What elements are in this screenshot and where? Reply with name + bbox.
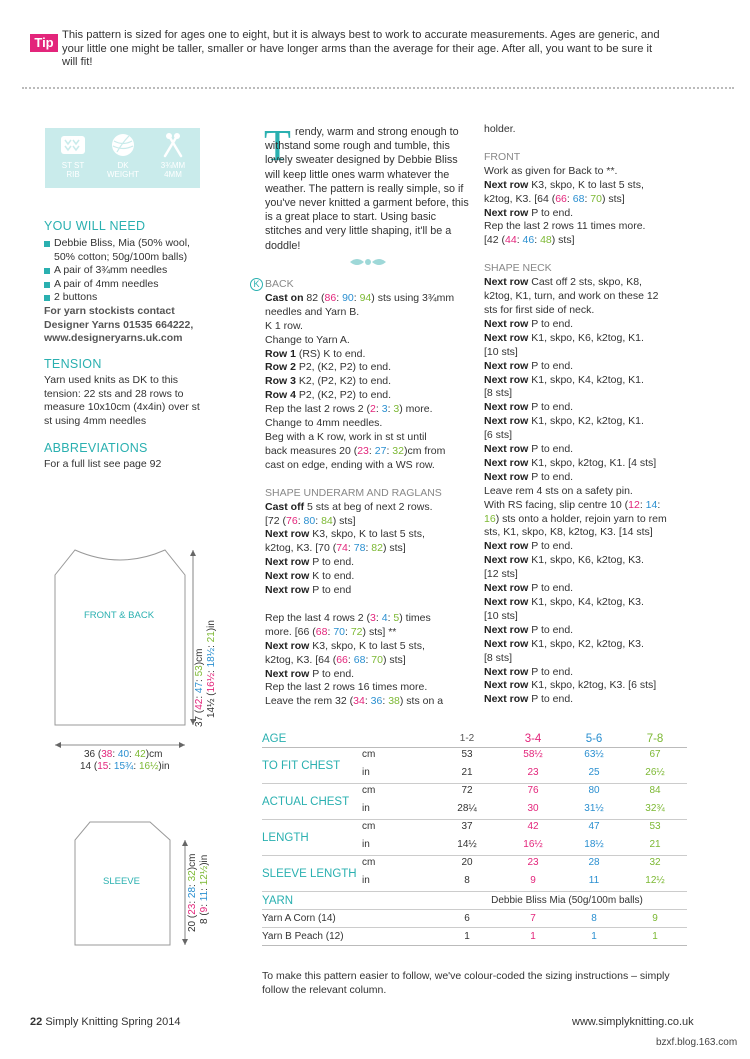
shape-neck-heading: SHAPE NECK [484, 262, 552, 275]
tension-heading: TENSION [44, 357, 102, 371]
ornament-icon [347, 256, 389, 268]
sleeve-length-in: 8 (9: 11: 12½)in [199, 854, 210, 924]
stitch-icon [51, 132, 95, 179]
tip-text: This pattern is sized for ages one to eight, but it is always best to work to accurate measurements. Ages are generic, and your little one might be taller, smaller or have longer arms than the average for their age. After all, you want to be sure it will fit! [62, 29, 660, 68]
icon-label: WEIGHT [107, 170, 139, 179]
table-row: ACTUAL CHEST cm in 72 28¼ 76 30 80 31½ 84 32¾ [262, 784, 687, 820]
list-item: A pair of 3¾mm needles [44, 264, 209, 278]
table-row: TO FIT CHEST cm in 53 21 58½ 23 63½ 25 67 26½ [262, 748, 687, 784]
footer-left [30, 1016, 180, 1030]
stockist-line: Designer Yarns 01535 664222, [44, 318, 194, 331]
yarn-row: YARN Debbie Bliss Mia (50g/100m balls) [262, 892, 687, 910]
colour-coding-note: To make this pattern easier to follow, we've colour-coded the sizing instructions – simply follow the relevant column. [262, 970, 670, 996]
shape-underarm-heading: SHAPE UNDERARM AND RAGLANS [265, 486, 442, 499]
back-badge: K [250, 278, 263, 291]
stockist-line: For yarn stockists contact [44, 304, 175, 317]
info-icons-panel [45, 128, 200, 188]
abbreviations-text: For a full list see page 92 [44, 458, 162, 470]
back-heading: BACK [265, 278, 294, 290]
yarn-ball-icon [101, 132, 145, 179]
list-item: A pair of 4mm needles [44, 278, 209, 292]
abbreviations-heading: ABBREVIATIONS [44, 441, 148, 455]
list-item: 2 buttons [44, 291, 209, 305]
back-column: K BACK Cast on 82 (86: 90: 94) sts using 3¾mm needles and Yarn B. K 1 row. Change to Yarn A. Row 1 (RS) K to end. Row 2 P2, (K2, P2) to end. Row 3 K2, (P2, K2) to end. Row 4 P2, (K2, P2) to end. Rep the last 2 rows 2 (2: 3: 3) more. Change to 4mm needles. Beg with a K row, work in st st until back measures 20 (23: 27: 32)cm from cast on edge, ending with a WS row. SHAPE UNDERARM AND RAGLANS Cast off 5 sts at beg of next 2 rows. [72 (76: 80: 84) sts] Next row K3, skpo, K to last 5 sts, k2tog, K3. [70 (74: 78: 82) sts] Next row P to end. Next row K to end. Next row P to end Rep the last 4 rows 2 (3: 4: 5) times more. [66 (68: 70: 72) sts] ** Next row K3, skpo, K to last 5 sts, k2tog, K3. [64 (66: 68: 70) sts] Next row P to end. Rep the last 2 rows 16 times more. Leave the rem 32 (34: 36: 38) sts on a [250, 278, 465, 709]
holder-text: holder. [484, 123, 516, 135]
front-width-cm: 36 (38: 40: 42)cm [84, 749, 163, 760]
front-back-label: FRONT & BACK [84, 610, 155, 621]
icon-label: RIB [66, 170, 80, 179]
magazine-title: Simply Knitting Spring 2014 [45, 1016, 181, 1028]
table-row: LENGTH cm in 37 14½ 42 16½ 47 18½ 53 21 [262, 820, 687, 856]
front-column: holder. FRONT Work as given for Back to **. Next row K3, skpo, K to last 5 sts, k2tog, K3. [64 (66: 68: 70) sts] Next row P to end. Rep the last 2 rows 11 times more. [42 (44: 46: 48) sts] SHAPE NECK Next row Cast off 2 sts, skpo, K8, k2tog, K1, turn, and work on these 12 sts for first side of neck. Next row P to end. Next row K1, skpo, K6, k2tog, K1. [10 sts] Next row P to end. Next row K1, skpo, K4, k2tog, K1. [8 sts] Next row P to end. Next row K1, skpo, K2, k2tog, K1. [6 sts] Next row P to end. Next row K1, skpo, k2tog, K1. [4 sts] Next row P to end. Leave rem 4 sts on a safety pin. With RS facing, slip centre 10 (12: 14: 16) sts onto a holder, rejoin yarn to rem sts, K1, skpo, K8, k2tog, K3. [14 sts] Next row P to end. Next row K1, skpo, K6, k2tog, K3. [12 sts] Next row P to end. Next row K1, skpo, K4, k2tog, K3. [10 sts] Next row P to end. Next row K1, skpo, K2, k2tog, K3. [8 sts] Next row P to end. Next row K1, skpo, k2tog, K3. [6 sts] Next row P to end. [484, 123, 724, 707]
icon-label: 4MM [164, 170, 182, 179]
front-height-in: 14½ (16½: 18½: 21)in [206, 620, 217, 718]
front-height-cm: 37 (42: 47: 53)cm [194, 648, 205, 727]
sleeve-label: SLEEVE [103, 876, 140, 887]
divider [22, 87, 734, 89]
tension-text: Yarn used knits as DK to this tension: 22 sts and 28 rows to measure 10x10cm (4x4in) over st st using 4mm needles [44, 374, 200, 427]
table-header-row: AGE 1-2 3-4 5-6 7-8 [262, 730, 687, 748]
needles-icon [151, 132, 195, 179]
stockist-url[interactable]: www.designeryarns.uk.com [44, 332, 183, 345]
table-row: Yarn A Corn (14) 6 7 8 9 [262, 910, 687, 928]
icon-label: DK [117, 161, 129, 170]
you-will-need-heading: YOU WILL NEED [44, 219, 146, 233]
page-number: 22 [30, 1016, 43, 1028]
front-heading: FRONT [484, 150, 521, 163]
footer-url[interactable]: www.simplyknitting.co.uk [572, 1016, 694, 1028]
sleeve-length-cm: 20 (23: 28: 32)cm [187, 853, 198, 932]
materials-list [44, 237, 209, 346]
intro-text: rendy, warm and strong enough to withstand some rough and tumble, this lovely sweater designed by Debbie Bliss will keep little ones warm whatever the weather. The pattern is really simple, so if you've never knitted a garment before, this is a great place to start. Using basic stitches and very little shaping, it'll be a doddle! [265, 126, 469, 252]
icon-label: 3¾MM [160, 161, 186, 170]
front-width-in: 14 (15: 15¾: 16½)in [80, 761, 170, 772]
tip-badge: Tip [30, 34, 58, 52]
icon-label: ST ST [61, 161, 85, 170]
table-row: Yarn B Peach (12) 1 1 1 1 [262, 928, 687, 946]
list-item: Debbie Bliss, Mia (50% wool, 50% cotton; 50g/100m balls) [44, 237, 209, 264]
size-table [262, 730, 687, 946]
drop-cap: T [264, 121, 291, 170]
table-row: SLEEVE LENGTH cm in 20 8 23 9 28 11 32 12½ [262, 856, 687, 892]
watermark: bzxf.blog.163.com [656, 1037, 738, 1048]
